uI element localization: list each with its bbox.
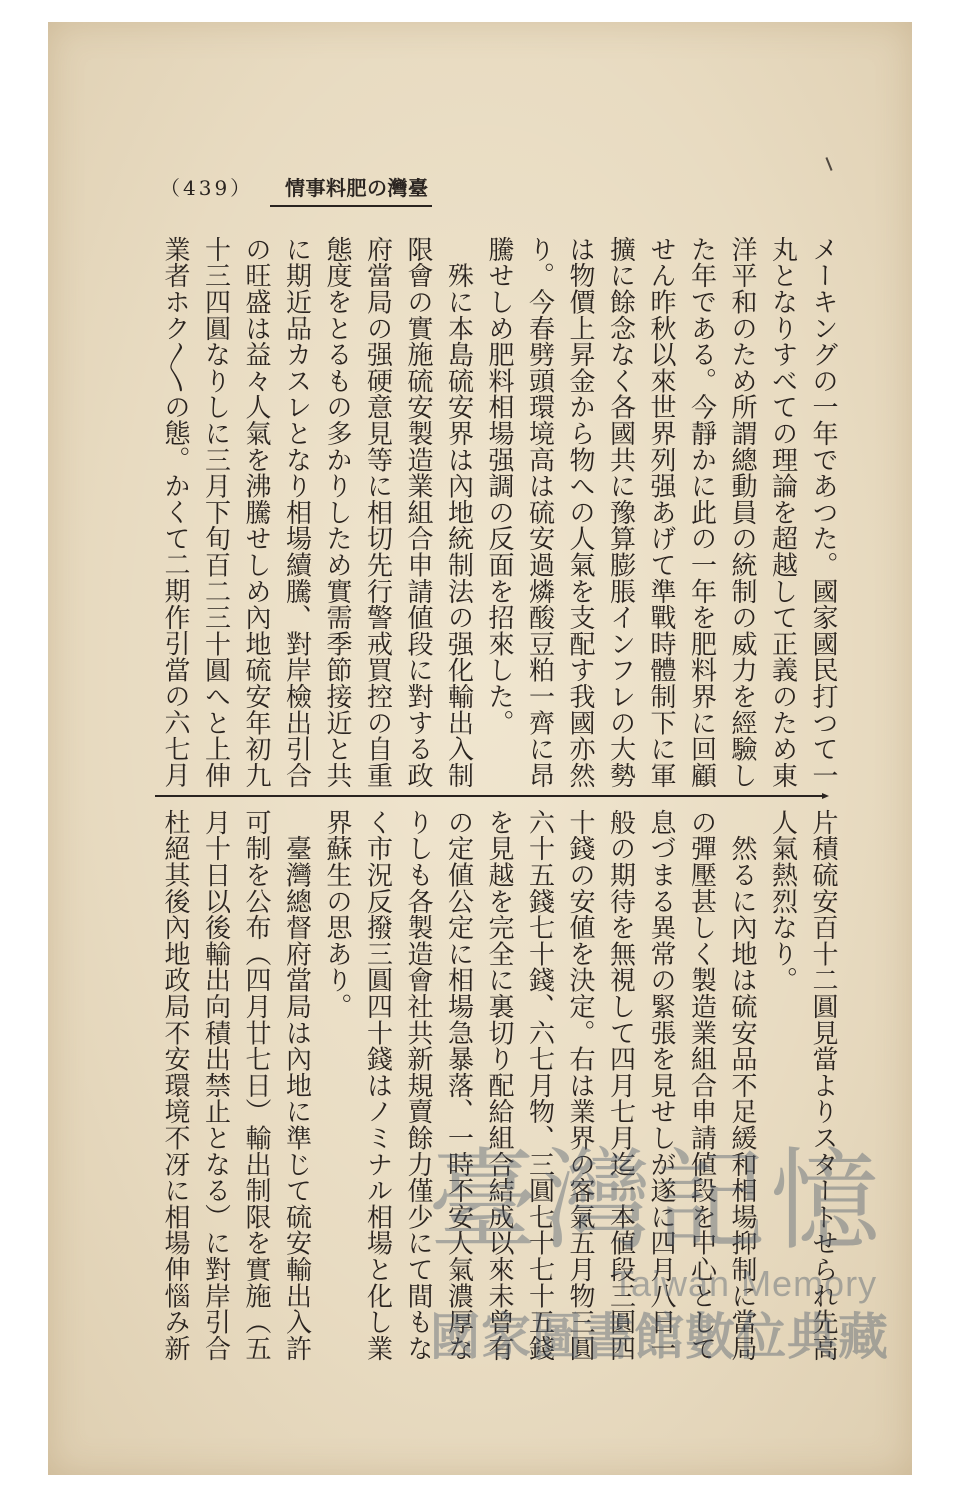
text-column: 業者ホク〳〵の態。かくて二期作引當の六七月: [160, 236, 190, 788]
text-column: 界蘇生の思あり。: [322, 809, 352, 1020]
lower-text-block: [154, 809, 843, 1365]
text-column: 般の期待を無視して四月七月迄一本値段三圓四: [605, 809, 636, 1362]
text-column: 十三四圓なりしに三月下旬百二三十圓へと上伸: [200, 236, 231, 789]
text-column: 丸となりすべての理論を超越して正義のため東: [767, 236, 798, 789]
text-column: 殊に本島硫安界は內地統制法の强化輸出入制: [443, 236, 474, 789]
text-column: に期近品カスレとなり相場續騰、對岸檢出引合: [281, 236, 312, 789]
text-column: 人氣熱烈なり。: [767, 809, 798, 994]
text-column: 可制を公布（四月廿七日）輸出制限を實施（五: [241, 809, 271, 1362]
text-column: 態度をとるもの多かりしため實需季節接近と共: [322, 236, 352, 789]
text-column: 十錢の安値を決定。右は業界の客氣五月物三圓: [565, 809, 595, 1362]
text-column: を見越を完全に裏切り配給組合結成以來未曾有: [484, 809, 514, 1362]
watermark-institution-text: 國家圖書館數位典藏: [430, 1308, 889, 1366]
text-column: く市況反撥三圓四十錢はノミナル相場と化し業: [362, 809, 393, 1362]
text-column: 臺灣總督府當局は內地に準じて硫安輸出入許: [281, 809, 312, 1362]
text-column: 洋平和のため所謂總動員の統制の威力を經驗し: [727, 236, 757, 789]
text-column: た年である。今靜かに此の一年を肥料界に回顧: [686, 236, 717, 789]
text-column: の彈壓甚しく製造業組合申請値段を中心として: [686, 809, 717, 1362]
text-column: りしも各製造會社共新規賣餘力僅少にて間もな: [403, 809, 433, 1362]
page-number: （439）: [160, 176, 254, 200]
text-column: は物價上昇金から物への人氣を支配す我國亦然: [565, 236, 595, 789]
upper-text-block: [154, 236, 843, 792]
text-column: 片積硫安百十二圓見當よりスタートせられ先高: [808, 809, 838, 1362]
running-title-rule: [270, 205, 432, 207]
text-column: 府當局の强硬意見等に相切先行警戒買控の自重: [362, 236, 393, 789]
text-column: の旺盛は益々人氣を沸騰せしめ內地硫安年初九: [241, 236, 271, 789]
text-column: 杜絕其後內地政局不安環境不冴に相場伸惱み新: [160, 809, 190, 1362]
text-column: 月十日以後輸出向積出禁止となる）に對岸引合: [200, 809, 231, 1362]
watermark-logo-text: 臺灣記憶: [428, 1137, 884, 1265]
section-divider: [155, 795, 823, 797]
text-column: の定値公定に相場急暴落、一時不安人氣濃厚な: [443, 809, 474, 1362]
watermark-english-text: Taiwan Memory: [612, 1263, 878, 1304]
text-column: 息づまる異常の緊張を見せしが遂に四月八日一: [646, 809, 676, 1362]
text-column: 騰せしめ肥料相場强調の反面を招來した。: [484, 236, 514, 736]
text-column: 擴に餘念なく各國共に豫算膨脹インフレの大勢: [605, 236, 636, 789]
text-column: 限會の實施硫安製造業組合申請値段に對する政: [403, 236, 433, 789]
text-column: 然るに內地は硫安品不足緩和相場抑制に當局: [727, 809, 757, 1362]
text-column: せん昨秋以來世界列强あげて準戰時體制下に軍: [646, 236, 676, 789]
running-title: 情事料肥の灣臺: [285, 176, 429, 200]
text-column: り。今春劈頭環境高は硫安過燐酸豆粕一齊に昂: [524, 236, 555, 789]
text-column: メーキングの一年であつた。國家國民打つて一: [808, 236, 838, 789]
text-column: 六十五錢七十錢、六七月物、三圓七十七十五錢: [524, 809, 555, 1362]
